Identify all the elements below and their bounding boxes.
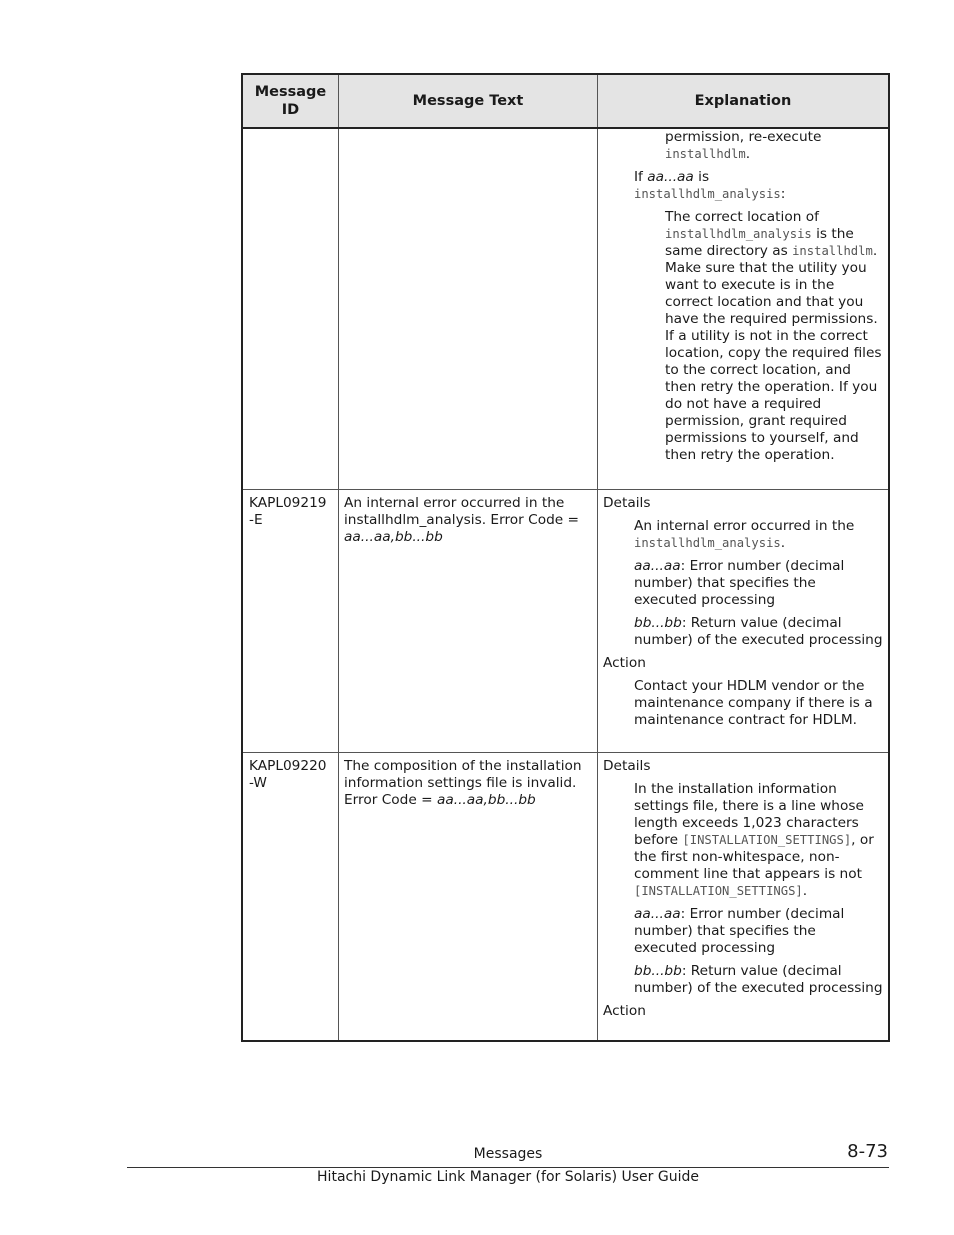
footer-section-title: Messages (473, 1146, 543, 1162)
footer-guide-title: Hitachi Dynamic Link Manager (for Solaris) User Guide (317, 1169, 699, 1185)
header-explanation: Explanation (694, 93, 792, 109)
details-item: In the installation information settings file, there is a line whose length exceeds 1,023 characters before [INSTALLATION_SETTINGS], or the first non-whitespace, non-comment line that appears is not [INSTALLATION_SETTINGS]. (634, 781, 874, 899)
condition-explanation: The correct location of installhdlm_analysis is the same directory as installhdlm. Make sure that the utility you want to execute is in the correct location and that you have the required permissions. If a utility is not in the correct location, copy the required files to the correct location, and then retry the operation. If you do not have a required permission, grant required permissions to yourself, and then retry the operation. (665, 209, 882, 463)
explanation-cell (598, 129, 888, 489)
footer-divider (127, 1167, 889, 1168)
action-label: Action (603, 1003, 646, 1019)
condition-text: If aa...aa is installhdlm_analysis: (634, 169, 786, 202)
details-item: An internal error occurred in the installhdlm_analysis. (634, 518, 855, 551)
details-item: bb...bb: Return value (decimal number) of the executed processing (634, 615, 883, 648)
message-text-cell: The composition of the installation information settings file is invalid. Error Code = aa...aa,bb...bb (339, 753, 598, 1040)
message-id-cell: KAPL09220 -W (243, 753, 339, 1040)
message-text-cell: An internal error occurred in the installhdlm_analysis. Error Code = aa...aa,bb...bb (339, 490, 598, 752)
explanation-cell (598, 490, 888, 752)
message-text-cell (339, 129, 598, 489)
action-label: Action (603, 655, 646, 671)
header-message-text: Message Text (339, 75, 598, 127)
action-item: Contact your HDLM vendor or the maintenance company if there is a maintenance contract for HDLM. (634, 678, 873, 728)
messages-table (241, 73, 890, 1042)
table-row (243, 752, 888, 1040)
header-message-id: Message ID (243, 75, 339, 127)
message-id-cell: KAPL09219 -E (243, 490, 339, 752)
continued-text: permission, re-execute installhdlm. (665, 129, 822, 162)
page-number: 8-73 (847, 1141, 888, 1162)
details-item: aa...aa: Error number (decimal number) that specifies the executed processing (634, 558, 845, 608)
table-row (243, 129, 888, 489)
explanation-cell (598, 753, 888, 1040)
table-header (243, 75, 888, 129)
details-label: Details (603, 758, 651, 774)
table-row (243, 489, 888, 752)
message-id-cell (243, 129, 339, 489)
details-label: Details (603, 495, 651, 511)
details-item: bb...bb: Return value (decimal number) of the executed processing (634, 963, 883, 996)
details-item: aa...aa: Error number (decimal number) that specifies the executed processing (634, 906, 845, 956)
